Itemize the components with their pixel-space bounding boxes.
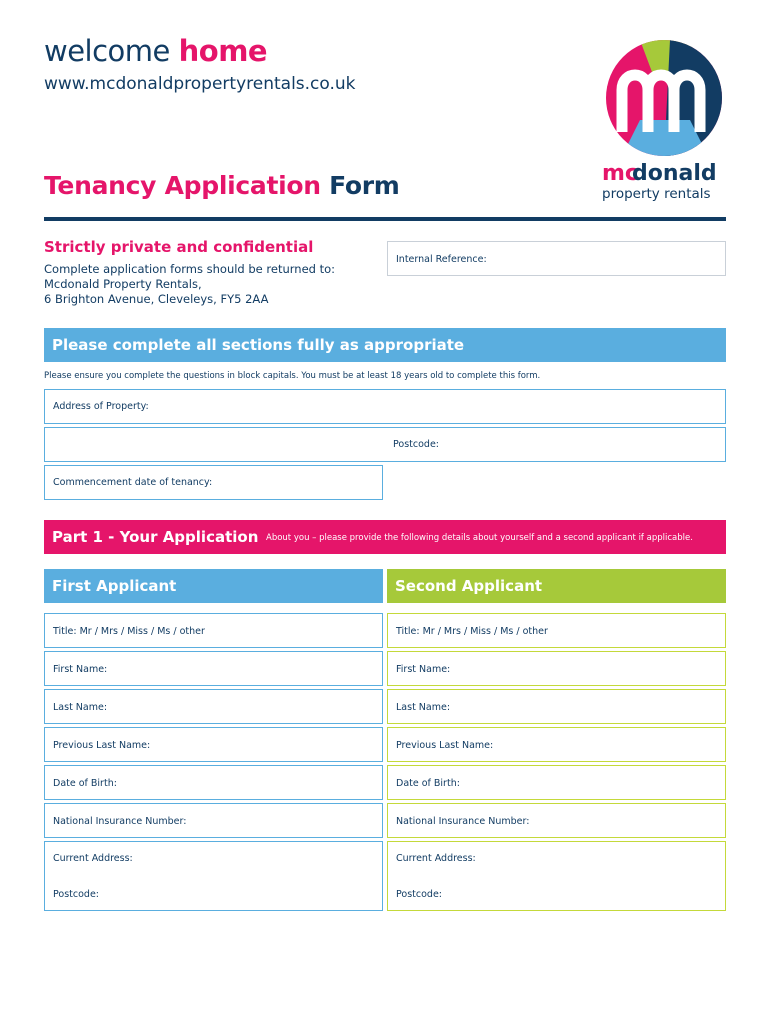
first-applicant-dob-label: Date of Birth: — [53, 778, 117, 789]
internal-reference-field[interactable] — [387, 241, 726, 276]
confidential-heading: Strictly private and confidential — [44, 238, 314, 256]
first-applicant-address-label: Current Address: — [53, 853, 133, 864]
commencement-date-field[interactable] — [44, 465, 383, 500]
second-applicant-previous-last-name-label: Previous Last Name: — [396, 740, 494, 751]
first-applicant-postcode-label: Postcode: — [53, 889, 99, 900]
second-applicant-previous-last-name-field[interactable] — [387, 727, 726, 762]
welcome-text: welcome — [44, 34, 170, 68]
part1-subtitle: About you – please provide the following details about yourself and a second applicant if applicable. — [266, 533, 693, 543]
home-text: home — [178, 34, 268, 68]
property-address-label: Address of Property: — [53, 401, 149, 412]
second-applicant-first-name-label: First Name: — [396, 664, 451, 675]
part1-banner — [44, 520, 726, 554]
title-part2: Form — [329, 171, 400, 200]
first-applicant-dob-field[interactable] — [44, 765, 383, 800]
first-applicant-first-name-field[interactable] — [44, 651, 383, 686]
second-applicant-first-name-field[interactable] — [387, 651, 726, 686]
second-applicant-title-field[interactable] — [387, 613, 726, 648]
first-applicant-title-field[interactable] — [44, 613, 383, 648]
logo-brand-mc: mc — [602, 161, 638, 186]
return-address-line3: 6 Brighton Avenue, Cleveleys, FY5 2AA — [44, 292, 269, 306]
second-applicant-last-name-label: Last Name: — [396, 702, 451, 713]
return-address-line2: Mcdonald Property Rentals, — [44, 277, 202, 291]
return-address — [44, 262, 335, 307]
sections-banner: Please complete all sections fully as appropriate — [44, 328, 726, 362]
internal-reference-label: Internal Reference: — [396, 254, 487, 265]
second-applicant-address-field[interactable] — [387, 841, 726, 911]
first-applicant-last-name-field[interactable] — [44, 689, 383, 724]
form-title — [44, 171, 400, 200]
property-postcode-label: Postcode: — [393, 439, 439, 450]
first-applicant-previous-last-name-label: Previous Last Name: — [53, 740, 151, 751]
first-applicant-first-name-label: First Name: — [53, 664, 108, 675]
second-applicant-dob-field[interactable] — [387, 765, 726, 800]
title-divider — [44, 217, 726, 221]
logo-brand-donald: donald — [632, 161, 717, 186]
first-applicant-header: First Applicant — [44, 569, 383, 603]
second-applicant-address-label: Current Address: — [396, 853, 476, 864]
first-applicant-ni-label: National Insurance Number: — [53, 816, 187, 827]
commencement-date-label: Commencement date of tenancy: — [53, 477, 213, 488]
first-applicant-ni-field[interactable] — [44, 803, 383, 838]
second-applicant-last-name-field[interactable] — [387, 689, 726, 724]
title-part1: Tenancy Application — [44, 171, 321, 200]
second-applicant-ni-field[interactable] — [387, 803, 726, 838]
property-address-field[interactable] — [44, 389, 726, 424]
first-applicant-previous-last-name-field[interactable] — [44, 727, 383, 762]
website-url: www.mcdonaldpropertyrentals.co.uk — [44, 74, 356, 94]
second-applicant-postcode-label: Postcode: — [396, 889, 442, 900]
second-applicant-header: Second Applicant — [387, 569, 726, 603]
return-address-line1: Complete application forms should be returned to: — [44, 262, 336, 276]
part1-title: Part 1 - Your Application — [52, 528, 259, 546]
first-applicant-last-name-label: Last Name: — [53, 702, 108, 713]
logo-m-icon — [600, 40, 730, 202]
second-applicant-ni-label: National Insurance Number: — [396, 816, 530, 827]
instructions-notice: Please ensure you complete the questions in block capitals. You must be at least 18 years old to complete this form. — [44, 371, 541, 381]
first-applicant-title-label: Title: Mr / Mrs / Miss / Ms / other — [53, 626, 205, 637]
welcome-heading — [44, 34, 267, 68]
company-logo — [600, 40, 730, 202]
property-postcode-field[interactable] — [44, 427, 726, 462]
logo-tagline: property rentals — [602, 186, 711, 202]
second-applicant-title-label: Title: Mr / Mrs / Miss / Ms / other — [396, 626, 548, 637]
second-applicant-dob-label: Date of Birth: — [396, 778, 460, 789]
first-applicant-address-field[interactable] — [44, 841, 383, 911]
